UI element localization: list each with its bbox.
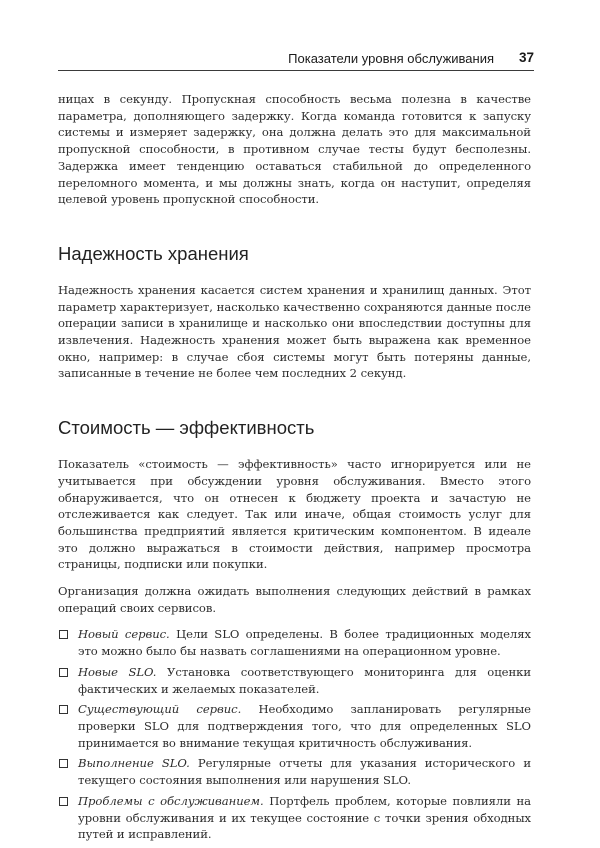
actions-list: [58, 626, 531, 842]
page-body: [58, 91, 531, 843]
list-item-text: Установка соответствующего мониторинга для оценки фактических и желаемых показателей.: [78, 664, 531, 696]
cost-paragraph-1: Показатель «стоимость — эффективность» часто игнорируется или не учитывается при обсуждении уровня обслуживания. Вместо этого обнаруживается, что он отнесен к бюджету проекта и зачастую не отслеживается как следует. Так или иначе, общая стоимость услуг для большинства предприятий является критическим компонентом. В идеале это должно выражаться в стоимости действия, например просмотра страницы, подписки или покупки.: [58, 457, 531, 572]
list-item-lead: Существующий сервис.: [78, 702, 242, 717]
list-item-text: Цели SLO определены. В более традиционных моделях это можно было бы назвать соглашениями на операционном уровне.: [78, 627, 532, 659]
page-number: 37: [518, 50, 534, 65]
checkbox-bullet-icon: [59, 668, 68, 677]
checkbox-bullet-icon: [59, 705, 68, 714]
checkbox-bullet-icon: [59, 630, 68, 639]
checkbox-bullet-icon: [59, 759, 68, 768]
storage-paragraph: Надежность хранения касается систем хранения и хранилищ данных. Этот параметр характеризует, насколько качественно сохраняются данные после операции записи в хранилище и насколько они впоследствии доступны для извлечения. Надежность хранения может быть выражена как временное окно, например: в случае сбоя системы могут быть потеряны данные, записанные в течение не более чем последних 2 секунд.: [58, 282, 531, 381]
list-item-text: Необходимо запланировать регулярные проверки SLO для подтверждения того, что для определенных SLO принимается во внимание текущая критичность обслуживания.: [78, 702, 531, 750]
list-item-lead: Проблемы с обслуживанием.: [78, 793, 264, 808]
section-heading-storage: Надежность хранения: [58, 242, 249, 264]
list-item-lead: Новые SLO.: [78, 664, 157, 679]
checkbox-bullet-icon: [59, 797, 68, 806]
list-item-lead: Новый сервис.: [78, 627, 170, 642]
running-header-title: Показатели уровня обслуживания: [288, 51, 494, 66]
list-item: [58, 626, 531, 659]
list-item: [58, 755, 531, 788]
running-header: [58, 50, 534, 71]
list-item-lead: Выполнение SLO.: [78, 756, 190, 771]
list-item-text: Регулярные отчеты для указания исторического и текущего состояния выполнения или нарушения SLO.: [78, 756, 532, 788]
list-item-text: Портфель проблем, которые повлияли на уровни обслуживания и их текущее состояние с точки зрения обходных путей и исправлений.: [78, 793, 532, 842]
list-item: [58, 701, 531, 751]
list-item: [58, 664, 531, 697]
section-heading-cost: Стоимость — эффективность: [58, 417, 315, 439]
cost-paragraph-2: Организация должна ожидать выполнения следующих действий в рамках операций своих сервисов.: [58, 584, 531, 615]
list-item: [58, 793, 531, 843]
intro-paragraph: ницах в секунду. Пропускная способность весьма полезна в качестве параметра, дополняющего задержку. Когда команда готовится к запуску системы и измеряет задержку, она должна делать это для максимальной пропускной способности, в противном случае тесты будут бесполезны. Задержка имеет тенденцию оставаться стабильной до определенного переломного момента, и мы должны знать, когда он наступит, определяя целевой уровень пропускной способности.: [58, 92, 531, 207]
